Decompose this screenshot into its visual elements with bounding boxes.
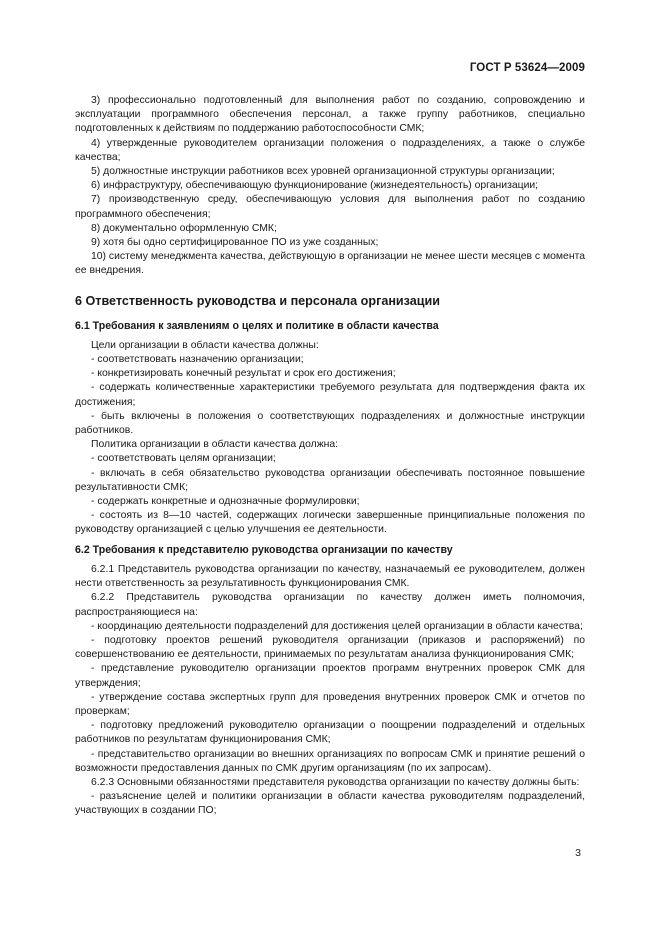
- section-heading: 6 Ответственность руководства и персонала организации: [75, 293, 440, 308]
- subsection-heading: 6.2 Требования к представителю руководства организации по качеству: [75, 543, 453, 556]
- paragraph: - конкретизировать конечный результат и срок его достижения;: [91, 368, 396, 380]
- paragraph: - соответствовать целям организации;: [91, 453, 276, 465]
- subsection-heading: 6.1 Требования к заявлениям о целях и политике в области качества: [75, 319, 439, 332]
- paragraph: 7) производственную среду, обеспечивающую условия для выполнения работ по созданию программного обеспечения;: [75, 194, 585, 220]
- paragraph: - представительство организации во внешних организациях по вопросам СМК и принятие решений о возможности предоставления данных по СМК другим организациям (по их запросам).: [75, 748, 585, 774]
- paragraph: - подготовку предложений руководителю организации о поощрении подразделений и отдельных работников по результатам функционирования СМК;: [75, 720, 585, 746]
- paragraph: 6.2.3 Основными обязанностями представителя руководства организации по качеству должны быть:: [91, 776, 580, 788]
- paragraph: - включать в себя обязательство руководства организации обеспечивать постоянное повышение результативности СМК;: [75, 467, 585, 493]
- paragraph: 8) документально оформленную СМК;: [91, 222, 277, 234]
- paragraph: - разъяснение целей и политики организации в области качества руководителям подразделений, участвующих в создании ПО;: [75, 791, 585, 817]
- paragraph: 5) должностные инструкции работников всех уровней организационной структуры организации;: [91, 166, 555, 178]
- paragraph: 6) инфраструктуру, обеспечивающую функционирование (жизнедеятельность) организации;: [91, 180, 539, 192]
- paragraph: 6.2.1 Представитель руководства организации по качеству, назначаемый ее руководителем, должен нести ответственность за результативность функционирования СМК.: [75, 563, 585, 590]
- paragraph: - быть включены в положения о соответствующих подразделениях и должностные инструкции работников.: [75, 410, 585, 437]
- paragraph: 9) хотя бы одно сертифицированное ПО из уже созданных;: [91, 237, 379, 249]
- document-body: [75, 94, 585, 819]
- document-header-standard: ГОСТ Р 53624—2009: [469, 62, 585, 74]
- paragraph: 4) утвержденные руководителем организации положения о подразделениях, а также о службе качества;: [75, 137, 585, 163]
- paragraph: 6.2.2 Представитель руководства организации по качеству должен иметь полномочия, распространяющиеся на:: [75, 592, 585, 618]
- paragraph: 10) систему менеджмента качества, действующую в организации не менее шести месяцев с момента ее внедрения.: [75, 251, 585, 277]
- paragraph: - соответствовать назначению организации;: [91, 354, 304, 366]
- paragraph: - утверждение состава экспертных групп для проведения внутренних проверок СМК и отчетов по проверкам;: [75, 691, 585, 717]
- page-number: 3: [575, 847, 581, 859]
- paragraph: Цели организации в области качества должны:: [91, 339, 319, 351]
- paragraph: Политика организации в области качества должна:: [91, 439, 339, 451]
- paragraph: - содержать конкретные и однозначные формулировки;: [91, 496, 360, 508]
- paragraph: - подготовку проектов решений руководителя организации (приказов и распоряжений) по совершенствованию ее деятельности, принимаемых по результатам анализа функционирования СМК;: [75, 634, 585, 661]
- paragraph: - представление руководителю организации проектов программ внутренних проверок СМК для утверждения;: [75, 663, 585, 689]
- paragraph: - содержать количественные характеристики требуемого результата для подтверждения факта их достижения;: [75, 382, 585, 408]
- paragraph: - состоять из 8—10 частей, содержащих логически завершенные принципиальные положения по руководству организацией с целью улучшения ее деятельности.: [75, 510, 585, 536]
- paragraph: 3) профессионально подготовленный для выполнения работ по созданию, сопровождению и эксплуатации программного обеспечения персонал, а также группу работников, специально подготовленных к действиям по поддержанию работоспособности СМК;: [75, 95, 585, 135]
- paragraph: - координацию деятельности подразделений для достижения целей организации в области качества;: [91, 620, 583, 632]
